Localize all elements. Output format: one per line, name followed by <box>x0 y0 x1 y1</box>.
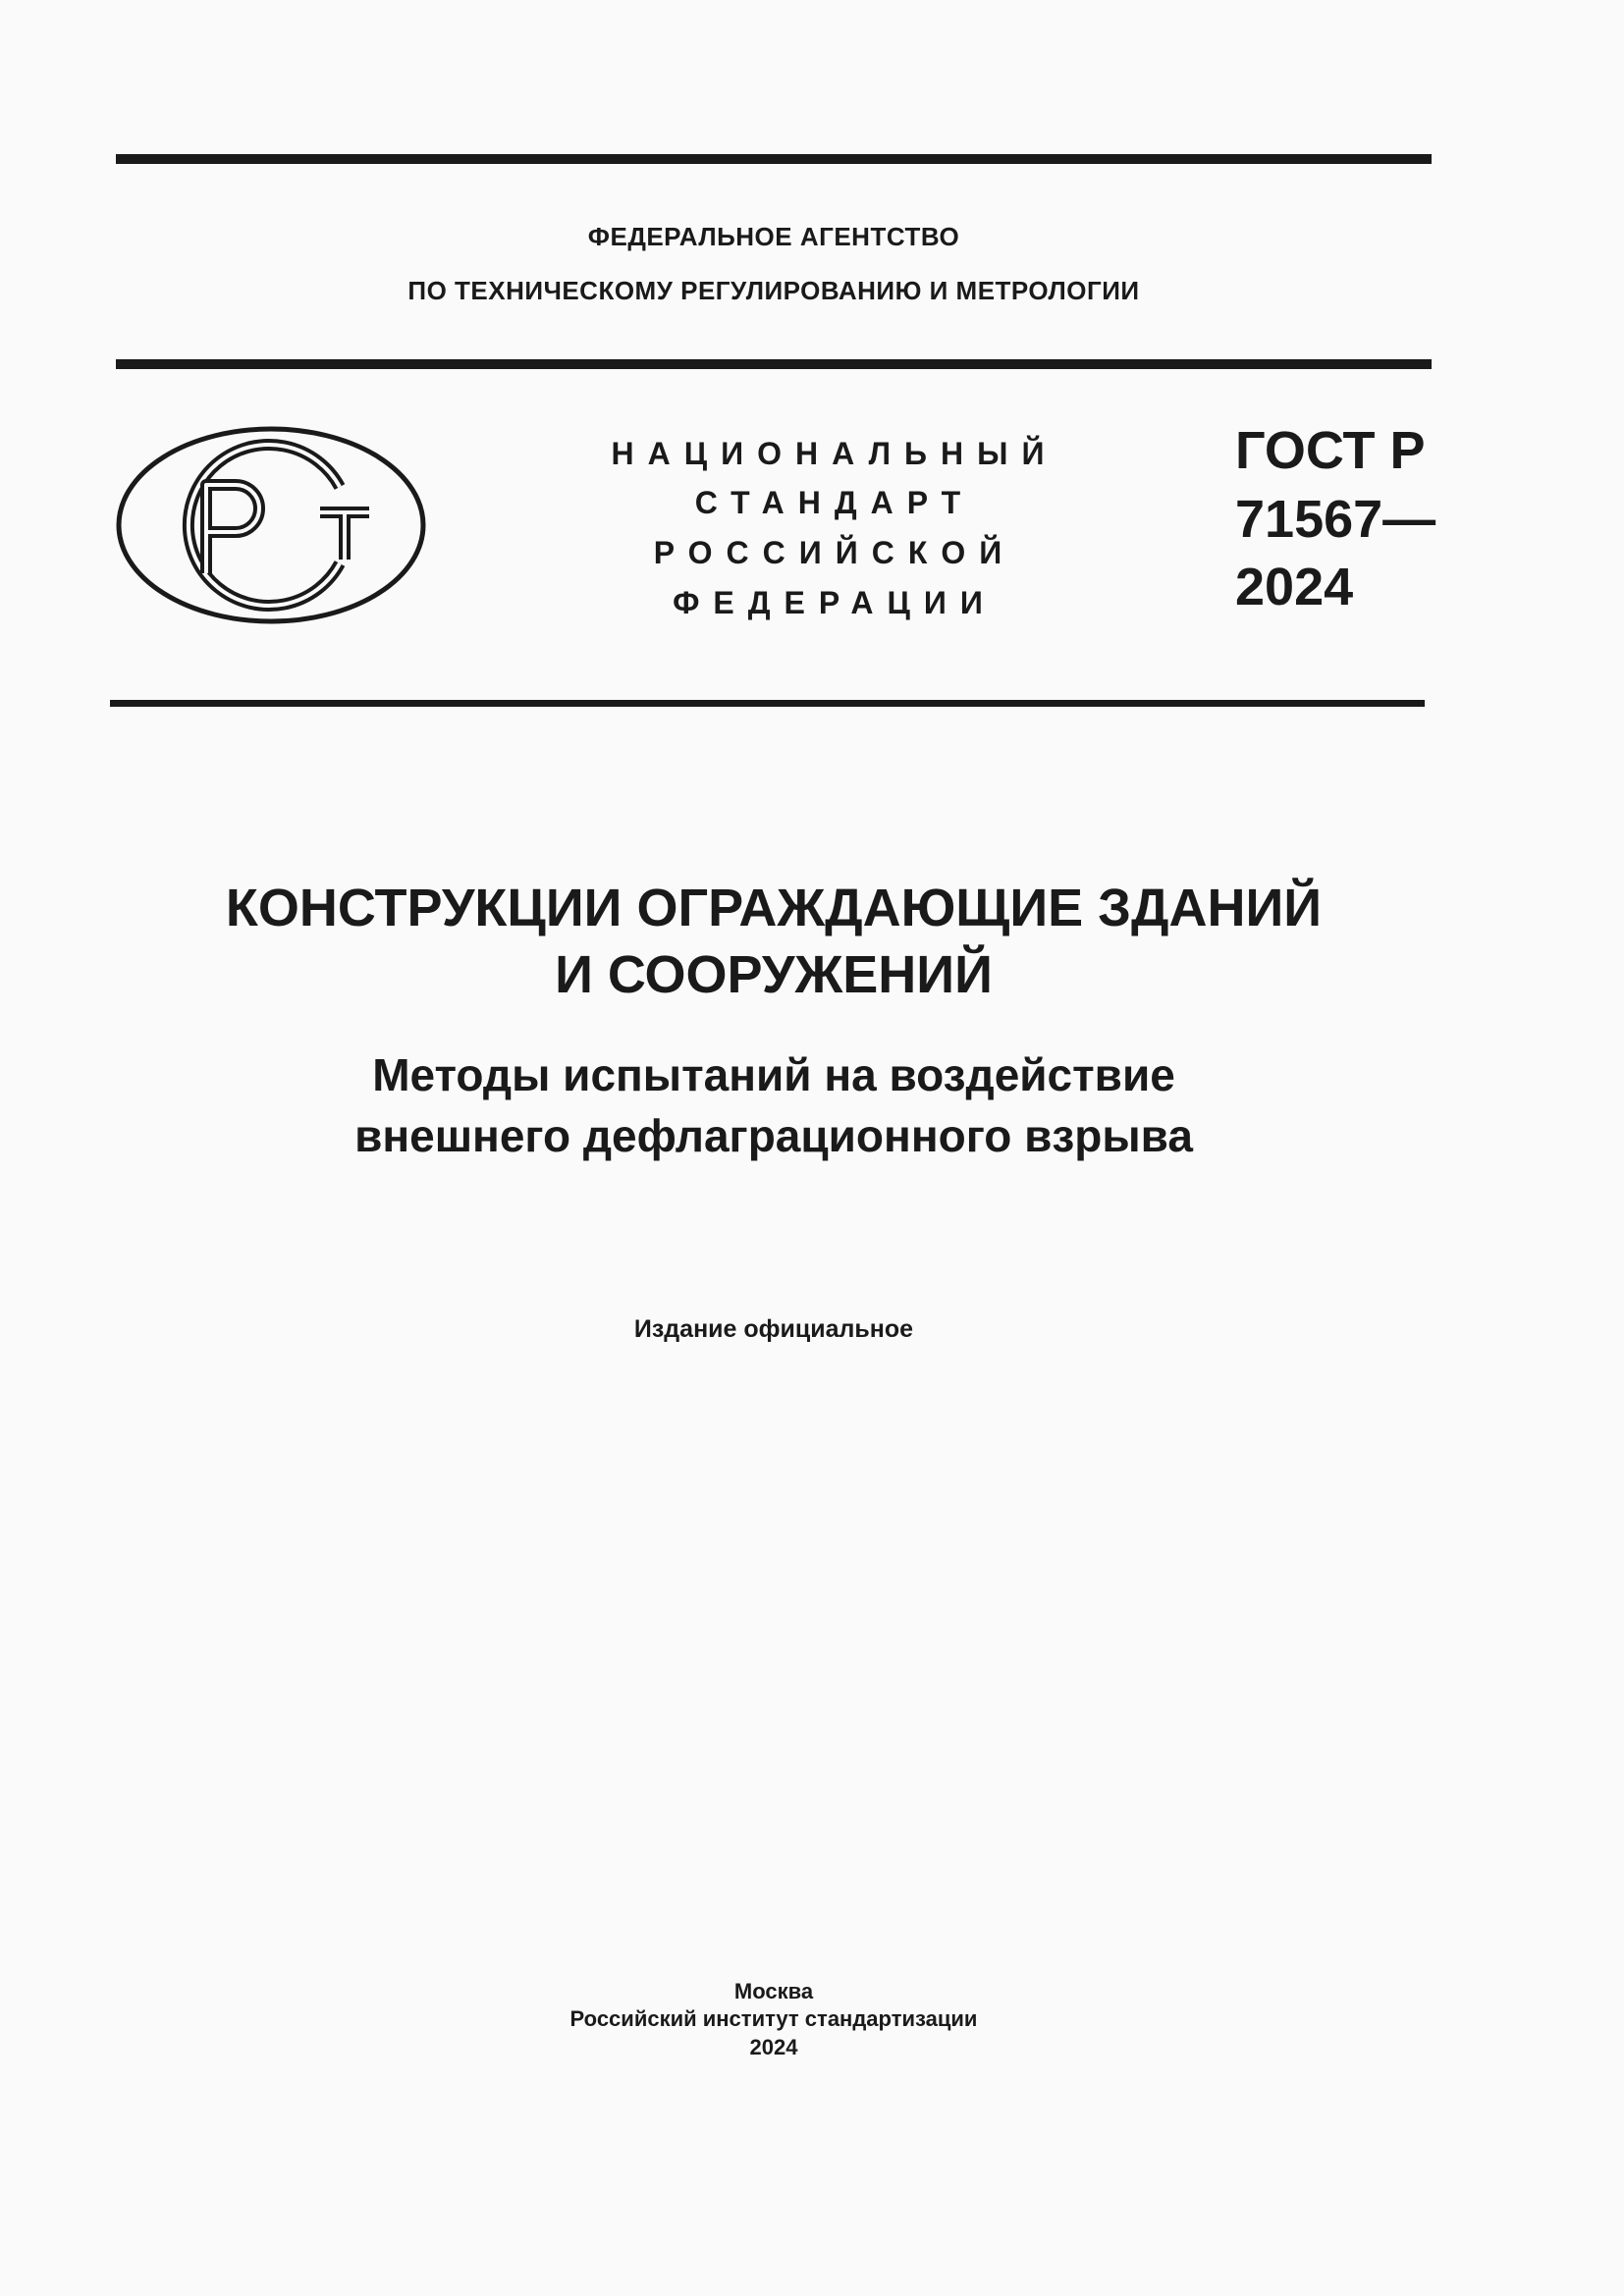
document-title-line-2: И СООРУЖЕНИЙ <box>555 945 993 1004</box>
imprint-city: Москва <box>733 1979 814 2003</box>
agency-name-line-1: ФЕДЕРАЛЬНОЕ АГЕНТСТВО <box>587 222 960 251</box>
middle-rule <box>116 359 1432 369</box>
imprint-year: 2024 <box>749 2035 798 2059</box>
document-subtitle-line-2: внешнего дефлаграционного взрыва <box>354 1110 1193 1161</box>
national-standard-line-3: РОССИЙСКОЙ <box>653 535 1016 570</box>
document-subtitle-line-1: Методы испытаний на воздействие <box>372 1049 1175 1100</box>
imprint-publisher: Российский институт стандартизации <box>569 2006 978 2031</box>
national-standard-line-1: НАЦИОНАЛЬНЫЙ <box>611 436 1058 471</box>
bottom-rule <box>110 700 1425 707</box>
top-rule <box>116 154 1432 164</box>
edition-label: Издание официальное <box>633 1315 914 1343</box>
document-title-line-1: КОНСТРУКЦИИ ОГРАЖДАЮЩИЕ ЗДАНИЙ <box>225 879 1323 937</box>
standard-designation-line-3: 2024 <box>1235 558 1354 616</box>
national-standard-line-4: ФЕДЕРАЦИИ <box>673 585 997 620</box>
national-standard-line-2: СТАНДАРТ <box>694 485 975 520</box>
standard-designation-line-1: ГОСТ Р <box>1235 421 1426 480</box>
agency-name-line-2: ПО ТЕХНИЧЕСКОМУ РЕГУЛИРОВАНИЮ И МЕТРОЛОГИИ <box>407 276 1140 305</box>
standard-designation-line-2: 71567— <box>1235 490 1436 549</box>
